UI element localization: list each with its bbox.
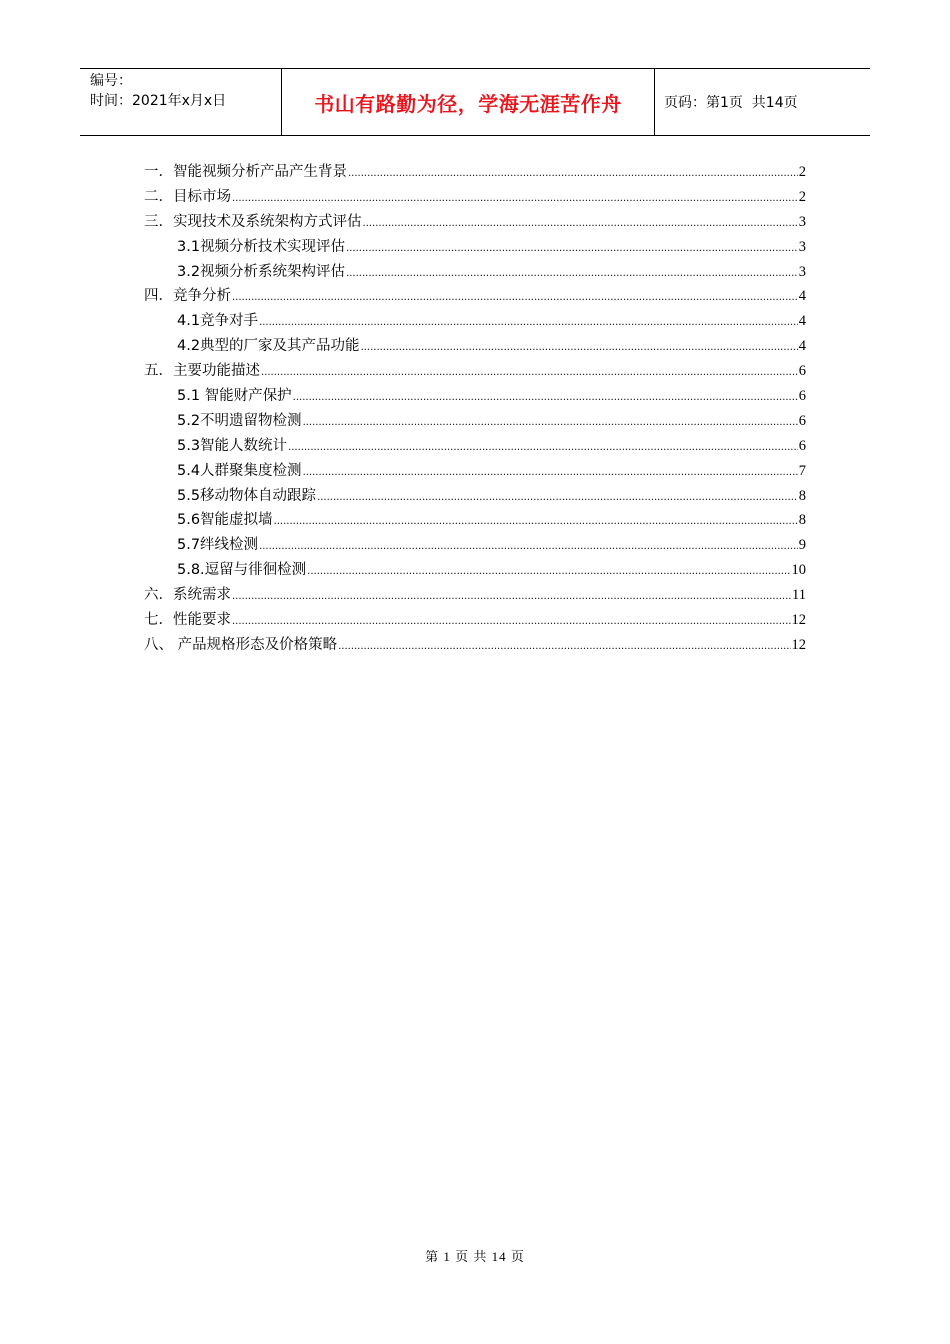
toc-dot-leader	[317, 492, 798, 503]
toc-dot-leader	[303, 417, 798, 428]
table-of-contents	[144, 160, 806, 658]
toc-entry-page: 9	[798, 537, 806, 554]
page-footer: 第 1 页 共 14 页	[425, 1249, 525, 1264]
toc-entry[interactable]	[144, 633, 806, 658]
toc-entry[interactable]	[144, 459, 806, 484]
toc-entry[interactable]	[144, 558, 806, 583]
toc-entry[interactable]	[144, 210, 806, 235]
toc-entry-page: 6	[798, 437, 806, 454]
toc-entry-page: 6	[798, 388, 806, 405]
toc-entry[interactable]	[144, 359, 806, 384]
toc-dot-leader	[261, 367, 798, 378]
toc-entry-label: 八、 产品规格形态及价格策略	[144, 636, 338, 653]
toc-entry[interactable]	[144, 583, 806, 608]
toc-entry-label: 七．性能要求	[144, 612, 231, 629]
toc-entry-label: 5.6智能虚拟墙	[177, 512, 273, 529]
toc-dot-leader	[232, 193, 798, 204]
toc-entry-label: 3.2视频分析系统架构评估	[177, 263, 346, 280]
toc-entry-label: 3.1视频分析技术实现评估	[177, 238, 346, 255]
toc-entry-label: 二．目标市场	[144, 188, 231, 205]
toc-entry-page: 10	[791, 562, 806, 579]
toc-entry-label: 5.4人群聚集度检测	[177, 462, 302, 479]
toc-dot-leader	[259, 317, 798, 328]
toc-dot-leader	[348, 168, 798, 179]
toc-entry[interactable]	[144, 309, 806, 334]
toc-entry-label: 5.1 智能财产保护	[177, 388, 292, 405]
toc-entry[interactable]	[144, 608, 806, 633]
toc-dot-leader	[361, 342, 798, 353]
toc-dot-leader	[293, 392, 798, 403]
toc-dot-leader	[307, 566, 790, 577]
header-page-info: 页码：第1页 共14页	[664, 95, 798, 111]
toc-entry-page: 4	[798, 313, 806, 330]
toc-entry-page: 12	[791, 612, 806, 629]
header-meta	[80, 69, 282, 135]
toc-entry-page: 12	[791, 636, 806, 653]
toc-entry-page: 8	[798, 487, 806, 504]
toc-entry[interactable]	[144, 160, 806, 185]
toc-entry-page: 2	[798, 188, 806, 205]
toc-entry-page: 11	[792, 587, 806, 604]
toc-dot-leader	[274, 516, 798, 527]
toc-entry-label: 5.3智能人数统计	[177, 437, 288, 454]
toc-entry-label: 5.8.逗留与徘徊检测	[177, 562, 307, 579]
toc-entry[interactable]	[144, 484, 806, 509]
toc-entry-label: 5.2不明遗留物检测	[177, 412, 302, 429]
toc-entry-label: 六．系统需求	[144, 587, 231, 604]
toc-entry-page: 7	[798, 462, 806, 479]
toc-dot-leader	[346, 243, 798, 254]
document-number-label: 编号：	[90, 73, 132, 89]
toc-entry-label: 三．实现技术及系统架构方式评估	[144, 213, 362, 230]
toc-dot-leader	[363, 218, 798, 229]
header-slogan: 书山有路勤为径，学海无涯苦作舟	[282, 69, 655, 135]
toc-dot-leader	[338, 641, 790, 652]
toc-entry-label: 4.1竞争对手	[177, 313, 259, 330]
toc-entry-page: 3	[798, 238, 806, 255]
toc-dot-leader	[232, 591, 791, 602]
toc-entry[interactable]	[144, 508, 806, 533]
toc-entry-label: 一．智能视频分析产品产生背景	[144, 164, 347, 180]
toc-entry[interactable]	[144, 533, 806, 558]
toc-dot-leader	[288, 442, 798, 453]
toc-entry-page: 3	[798, 213, 806, 230]
toc-entry[interactable]	[144, 409, 806, 434]
toc-entry[interactable]	[144, 185, 806, 210]
toc-entry-page: 3	[798, 263, 806, 280]
toc-entry-label: 5.7绊线检测	[177, 537, 259, 554]
toc-entry-label: 5.5移动物体自动跟踪	[177, 487, 317, 504]
toc-entry-page: 6	[798, 412, 806, 429]
toc-entry-label: 四．竞争分析	[144, 288, 231, 305]
toc-entry-page: 4	[798, 338, 806, 355]
toc-entry-page: 8	[798, 512, 806, 529]
toc-entry[interactable]	[144, 260, 806, 285]
toc-entry-page: 6	[798, 363, 806, 380]
toc-entry-page: 4	[798, 288, 806, 305]
toc-entry[interactable]	[144, 284, 806, 309]
toc-entry[interactable]	[144, 334, 806, 359]
toc-entry[interactable]	[144, 434, 806, 459]
toc-dot-leader	[303, 467, 798, 478]
toc-dot-leader	[232, 292, 798, 303]
toc-dot-leader	[232, 616, 791, 627]
page-header	[80, 68, 870, 136]
toc-entry-page: 2	[798, 164, 806, 180]
toc-entry-label: 五．主要功能描述	[144, 363, 260, 380]
toc-entry-label: 4.2典型的厂家及其产品功能	[177, 338, 360, 355]
toc-dot-leader	[259, 541, 798, 552]
toc-entry[interactable]	[144, 384, 806, 409]
toc-dot-leader	[346, 268, 798, 279]
document-date: 时间：2021年x月x日	[90, 93, 227, 109]
toc-entry[interactable]	[144, 235, 806, 260]
